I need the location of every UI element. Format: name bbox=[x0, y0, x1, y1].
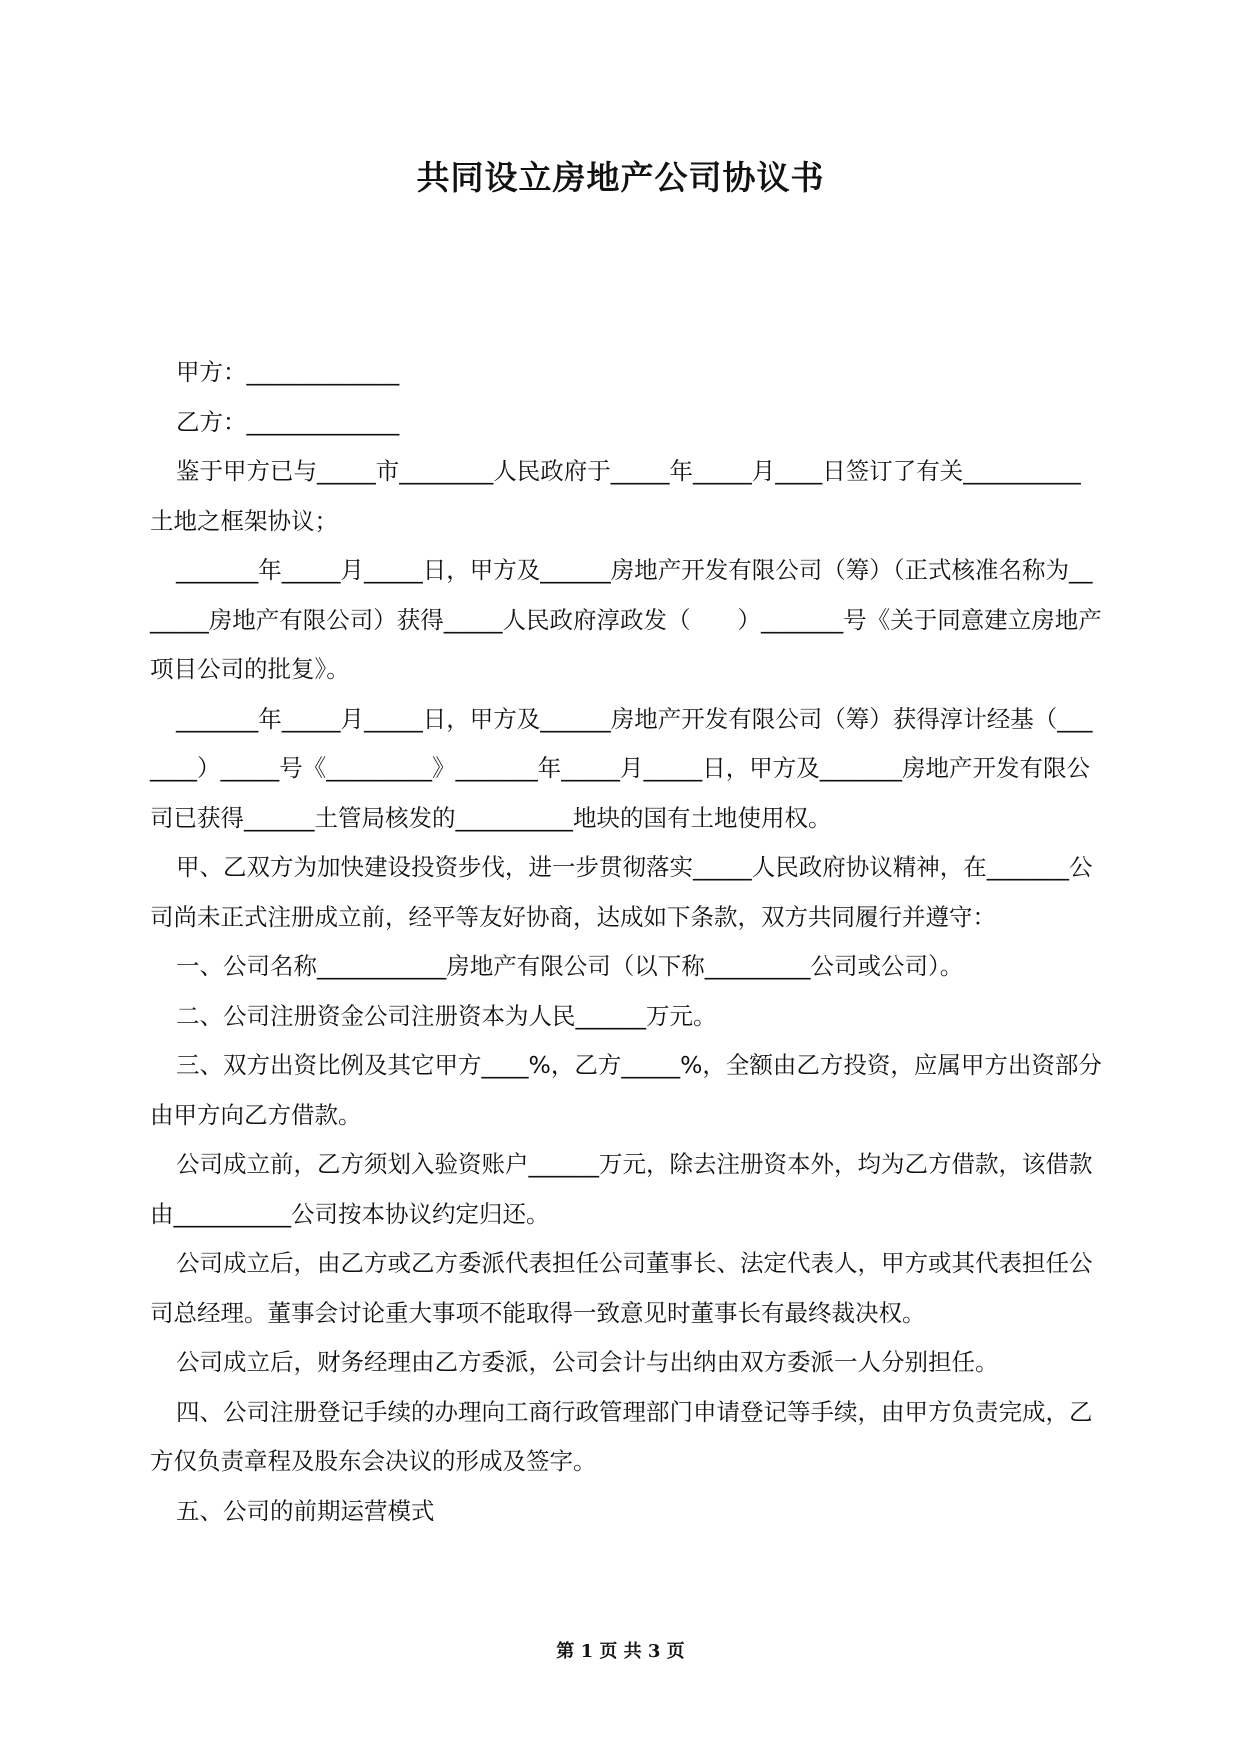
paragraph-after-establishment-board: 公司成立后，由乙方或乙方委派代表担任公司董事长、法定代表人，甲方或其代表担任公司总经理。董事会讨论重大事项不能取得一致意见时董事长有最终裁决权。 bbox=[150, 1249, 1093, 1327]
clause-early-operation-mode: 五、公司的前期运营模式 bbox=[176, 1496, 435, 1525]
paragraph-before-establishment: 公司成立前，乙方须划入验资账户______万元，除去注册资本外，均为乙方借款，该借款由__________公司按本协议约定归还。 bbox=[150, 1150, 1093, 1228]
clause-capital-ratio: 三、双方出资比例及其它甲方____%，乙方_____%，全额由乙方投资，应属甲方出资部分由甲方向乙方借款。 bbox=[150, 1051, 1102, 1129]
clause-registered-capital: 二、公司注册资金公司注册资本为人民______万元。 bbox=[176, 1001, 717, 1030]
clause-registration-procedures: 四、公司注册登记手续的办理向工商行政管理部门申请登记等手续，由甲方负责完成，乙方仅负责章程及股东会决议的形成及签字。 bbox=[150, 1397, 1093, 1475]
paragraph-framework-agreement: 鉴于甲方已与_____市________人民政府于_____年_____月____日签订了有关__________土地之框架协议； bbox=[150, 457, 1081, 535]
paragraph-land-use-right: _______年_____月_____日，甲方及______房地产开发有限公司（筹）获得淳计经基（_______）_____号《_________》_______年_____月_____日，甲方及_______房地产开发有限公司已获得______土管局核发的__________地块的国有土地使用权。 bbox=[150, 704, 1093, 832]
document-title: 共同设立房地产公司协议书 bbox=[416, 158, 825, 197]
paragraph-after-establishment-finance: 公司成立后，财务经理由乙方委派，公司会计与出纳由双方委派一人分别担任。 bbox=[176, 1348, 999, 1376]
clause-company-name: 一、公司名称___________房地产有限公司（以下称_________公司或公司）。 bbox=[176, 952, 964, 980]
party-a-line: 甲方：_____________ bbox=[176, 358, 400, 386]
page-number-footer: 第 1 页 共 3 页 bbox=[556, 1641, 685, 1662]
document-body bbox=[150, 348, 1102, 1536]
party-b-line: 乙方：_____________ bbox=[176, 407, 400, 436]
paragraph-approval-reply: _______年_____月_____日，甲方及______房地产开发有限公司（筹）（正式核准名称为_______房地产有限公司）获得_____人民政府淳政发（ ）_______号《关于同意建立房地产项目公司的批复》。 bbox=[150, 556, 1102, 683]
paragraph-negotiation: 甲、乙双方为加快建设投资步伐，进一步贯彻落实_____人民政府协议精神，在_______公司尚未正式注册成立前，经平等友好协商，达成如下条款，双方共同履行并遵守： bbox=[150, 853, 1093, 931]
